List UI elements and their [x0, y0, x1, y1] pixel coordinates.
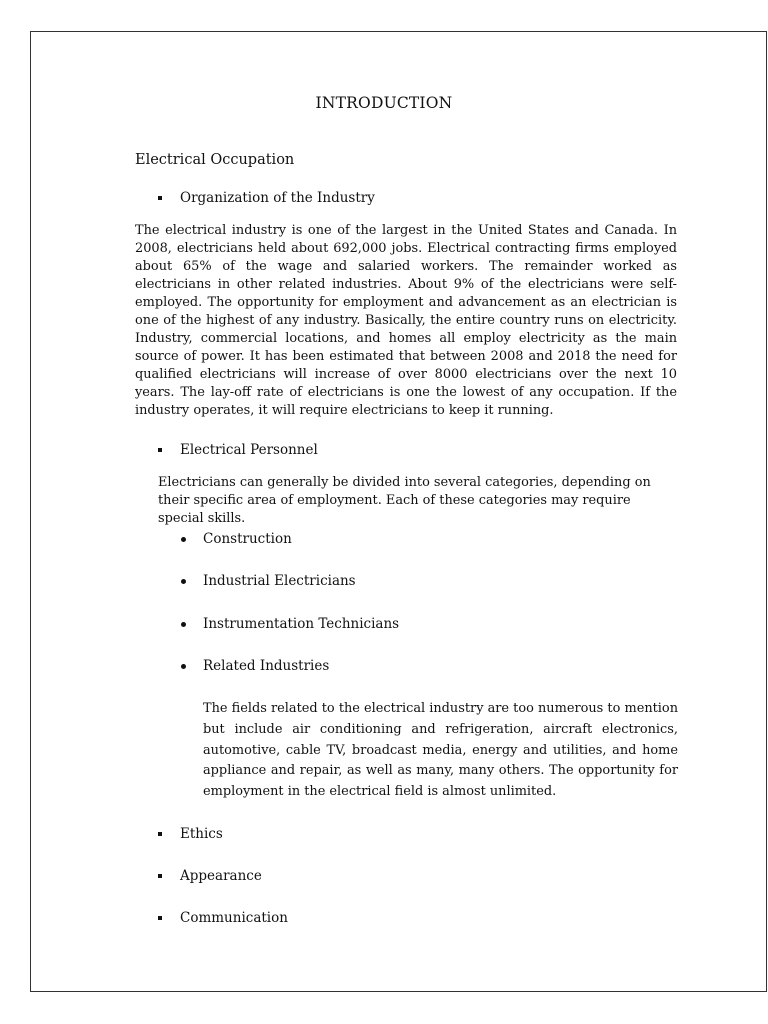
square-bullet-icon — [158, 196, 162, 200]
bullet-label: Communication — [180, 910, 288, 926]
round-bullet-icon — [181, 622, 186, 627]
bullet-label: Appearance — [180, 868, 262, 884]
bullet-organization — [158, 190, 375, 206]
round-bullet-icon — [181, 537, 186, 542]
bullet-label: Organization of the Industry — [180, 190, 375, 206]
category-label: Related Industries — [203, 658, 330, 674]
category-industrial — [181, 573, 356, 589]
section-heading: Electrical Occupation — [135, 152, 295, 168]
related-industries-paragraph: The fields related to the electrical industry are too numerous to mention but include air conditioning and refrigeration, aircraft electronics, automotive, cable TV, broadcast media, energy and utilities, and home appliance and repair, as well as many, many others. The opportunity for employment in the electrical field is almost unlimited. — [203, 701, 678, 800]
category-label: Industrial Electricians — [203, 573, 356, 589]
square-bullet-icon — [158, 832, 162, 836]
category-instrumentation — [181, 616, 399, 632]
personnel-paragraph: Electricians can generally be divided into several categories, depending on their specific area of employment. Each of these categories may require special skills. — [158, 475, 651, 526]
bullet-label: Ethics — [180, 826, 223, 842]
category-label: Instrumentation Technicians — [203, 616, 400, 632]
bullet-label: Electrical Personnel — [180, 442, 318, 458]
square-bullet-icon — [158, 448, 162, 452]
organization-paragraph: The electrical industry is one of the largest in the United States and Canada. In 2008, electricians held about 692,000 jobs. Electrical contracting firms employed about 65% of the wage and salaried workers. The remainder worked as electricians in other related industries. About 9% of the electricians were self-employed. The opportunity for employment and advancement as an electrician is one of the highest of any industry. Basically, the entire country runs on electricity. Industry, commercial locations, and homes all employ electricity as the main source of power. It has been estimated that between 2008 and 2018 the need for qualified electricians will increase of over 8000 electricians over the next 10 years. The lay-off rate of electricians is one the lowest of any occupation. If the industry operates, it will require electricians to keep it running. — [135, 223, 677, 418]
bullet-personnel — [158, 442, 318, 458]
category-construction — [181, 531, 292, 547]
category-related — [181, 658, 329, 674]
bullet-ethics — [158, 826, 223, 842]
square-bullet-icon — [158, 874, 162, 878]
square-bullet-icon — [158, 916, 162, 920]
page-title: INTRODUCTION — [315, 94, 453, 112]
category-label: Construction — [203, 531, 292, 547]
bullet-communication — [158, 910, 288, 926]
bullet-appearance — [158, 868, 262, 884]
round-bullet-icon — [181, 579, 186, 584]
round-bullet-icon — [181, 664, 186, 669]
